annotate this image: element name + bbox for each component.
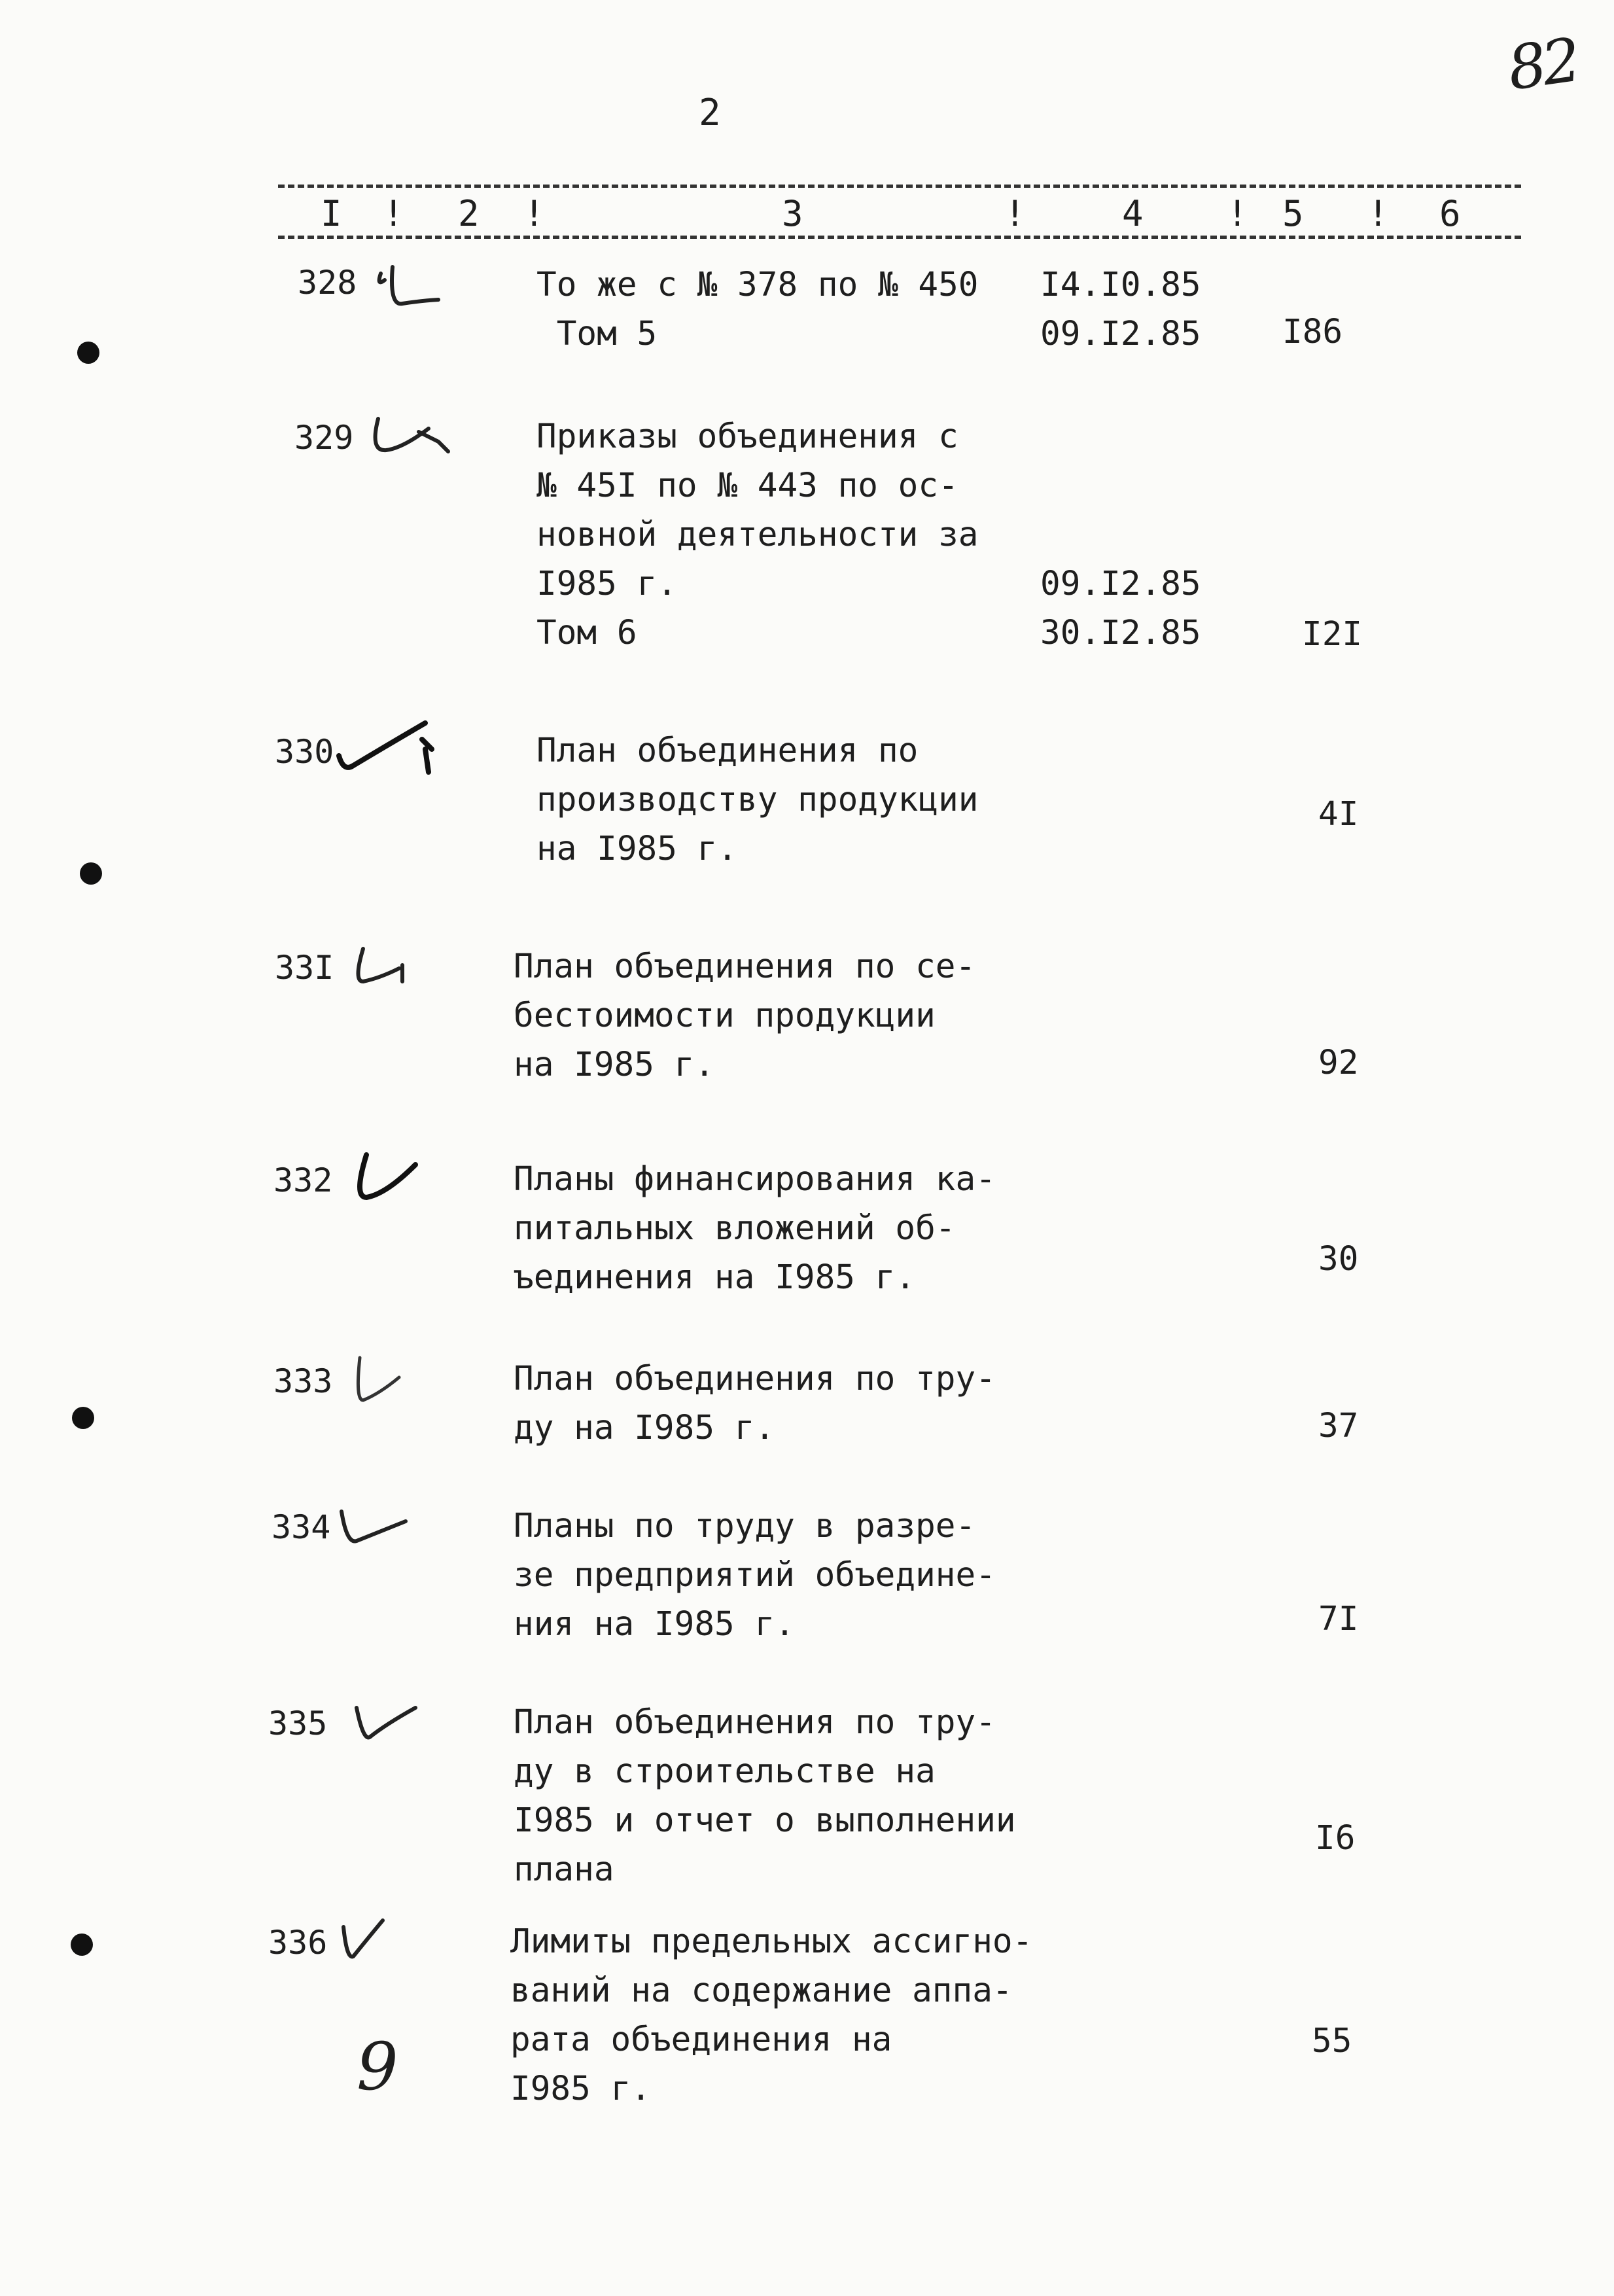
checkmark-icon <box>350 1698 429 1757</box>
binder-hole <box>72 1407 94 1429</box>
checkmark-icon <box>347 942 419 995</box>
entry-sheet-count: 30 <box>1318 1240 1359 1279</box>
table-header <box>0 193 1614 239</box>
binder-hole <box>80 862 102 885</box>
entry-description: Лимиты предельных ассигно- ваний на содержание аппа- рата объединения на I985 г. <box>510 1922 1033 2108</box>
entry-sheet-count: 37 <box>1318 1407 1359 1445</box>
checkmark-icon <box>350 1354 415 1413</box>
col-separator: ! <box>383 193 404 234</box>
entry-sheet-count: I6 <box>1315 1819 1356 1858</box>
entry-sheet-count: 92 <box>1318 1044 1359 1082</box>
entry-sheet-count: I86 <box>1282 313 1343 351</box>
entry-number: 336 <box>268 1924 328 1962</box>
entry-description: Приказы объединения с № 45I по № 443 по ос- новной деятельности за I985 г. Том 6 <box>536 417 979 652</box>
binder-hole <box>77 342 99 364</box>
checkmark-icon <box>347 1148 425 1214</box>
checkmark-icon <box>334 1498 419 1557</box>
col-head-4: 4 <box>1122 193 1144 234</box>
entry-number: 328 <box>298 264 357 302</box>
col-separator: ! <box>523 193 545 234</box>
handwritten-folio-number: 82 <box>1503 25 1582 104</box>
checkmark-icon <box>373 260 445 313</box>
entry-number: 334 <box>272 1508 331 1546</box>
entry-number: 333 <box>273 1362 333 1400</box>
entry-description: План объединения по тру- ду на I985 г. <box>514 1360 996 1447</box>
entry-description: План объединения по производству продукции на I985 г. <box>536 732 979 868</box>
entry-sheet-count: 55 <box>1312 2022 1352 2060</box>
entry-number: 330 <box>275 733 334 771</box>
entry-number: 329 <box>294 419 354 457</box>
checkmark-icon <box>334 720 445 785</box>
binder-hole <box>71 1934 93 1956</box>
entry-dates: 09.I2.85 30.I2.85 <box>1040 565 1201 652</box>
col-separator: ! <box>1367 193 1389 234</box>
col-head-2: 2 <box>458 193 480 234</box>
page-number: 2 <box>699 92 721 134</box>
entry-number: 33I <box>275 949 334 987</box>
entry-sheet-count: 7I <box>1318 1600 1359 1638</box>
col-head-6: 6 <box>1439 193 1461 234</box>
checkmark-icon <box>337 1914 396 1973</box>
header-bottom-rule <box>278 236 1521 239</box>
col-head-1: I <box>321 193 342 234</box>
entry-dates: I4.I0.85 09.I2.85 <box>1040 266 1201 353</box>
entry-sheet-count: I2I <box>1302 615 1363 654</box>
entry-description: Планы финансирования ка- питальных вложений об- ъединения на I985 г. <box>514 1160 996 1297</box>
entry-description: План объединения по се- бестоимости продукции на I985 г. <box>514 947 976 1084</box>
entry-description: Планы по труду в разре- зе предприятий объедине- ния на I985 г. <box>514 1507 996 1644</box>
col-separator: ! <box>1004 193 1026 234</box>
entry-sheet-count: 4I <box>1318 795 1359 834</box>
header-top-rule <box>278 185 1521 188</box>
entry-description: То же с № 378 по № 450 Том 5 <box>536 266 979 353</box>
entry-description: План объединения по тру- ду в строительстве на I985 и отчет о выполнении плана <box>514 1703 1016 1889</box>
col-head-3: 3 <box>782 193 803 234</box>
entry-number: 335 <box>268 1704 328 1742</box>
entry-number: 332 <box>273 1161 333 1199</box>
handwritten-sheet-mark: 9 <box>357 2028 398 2105</box>
col-separator: ! <box>1227 193 1248 234</box>
checkmark-icon <box>366 412 465 465</box>
col-head-5: 5 <box>1282 193 1304 234</box>
